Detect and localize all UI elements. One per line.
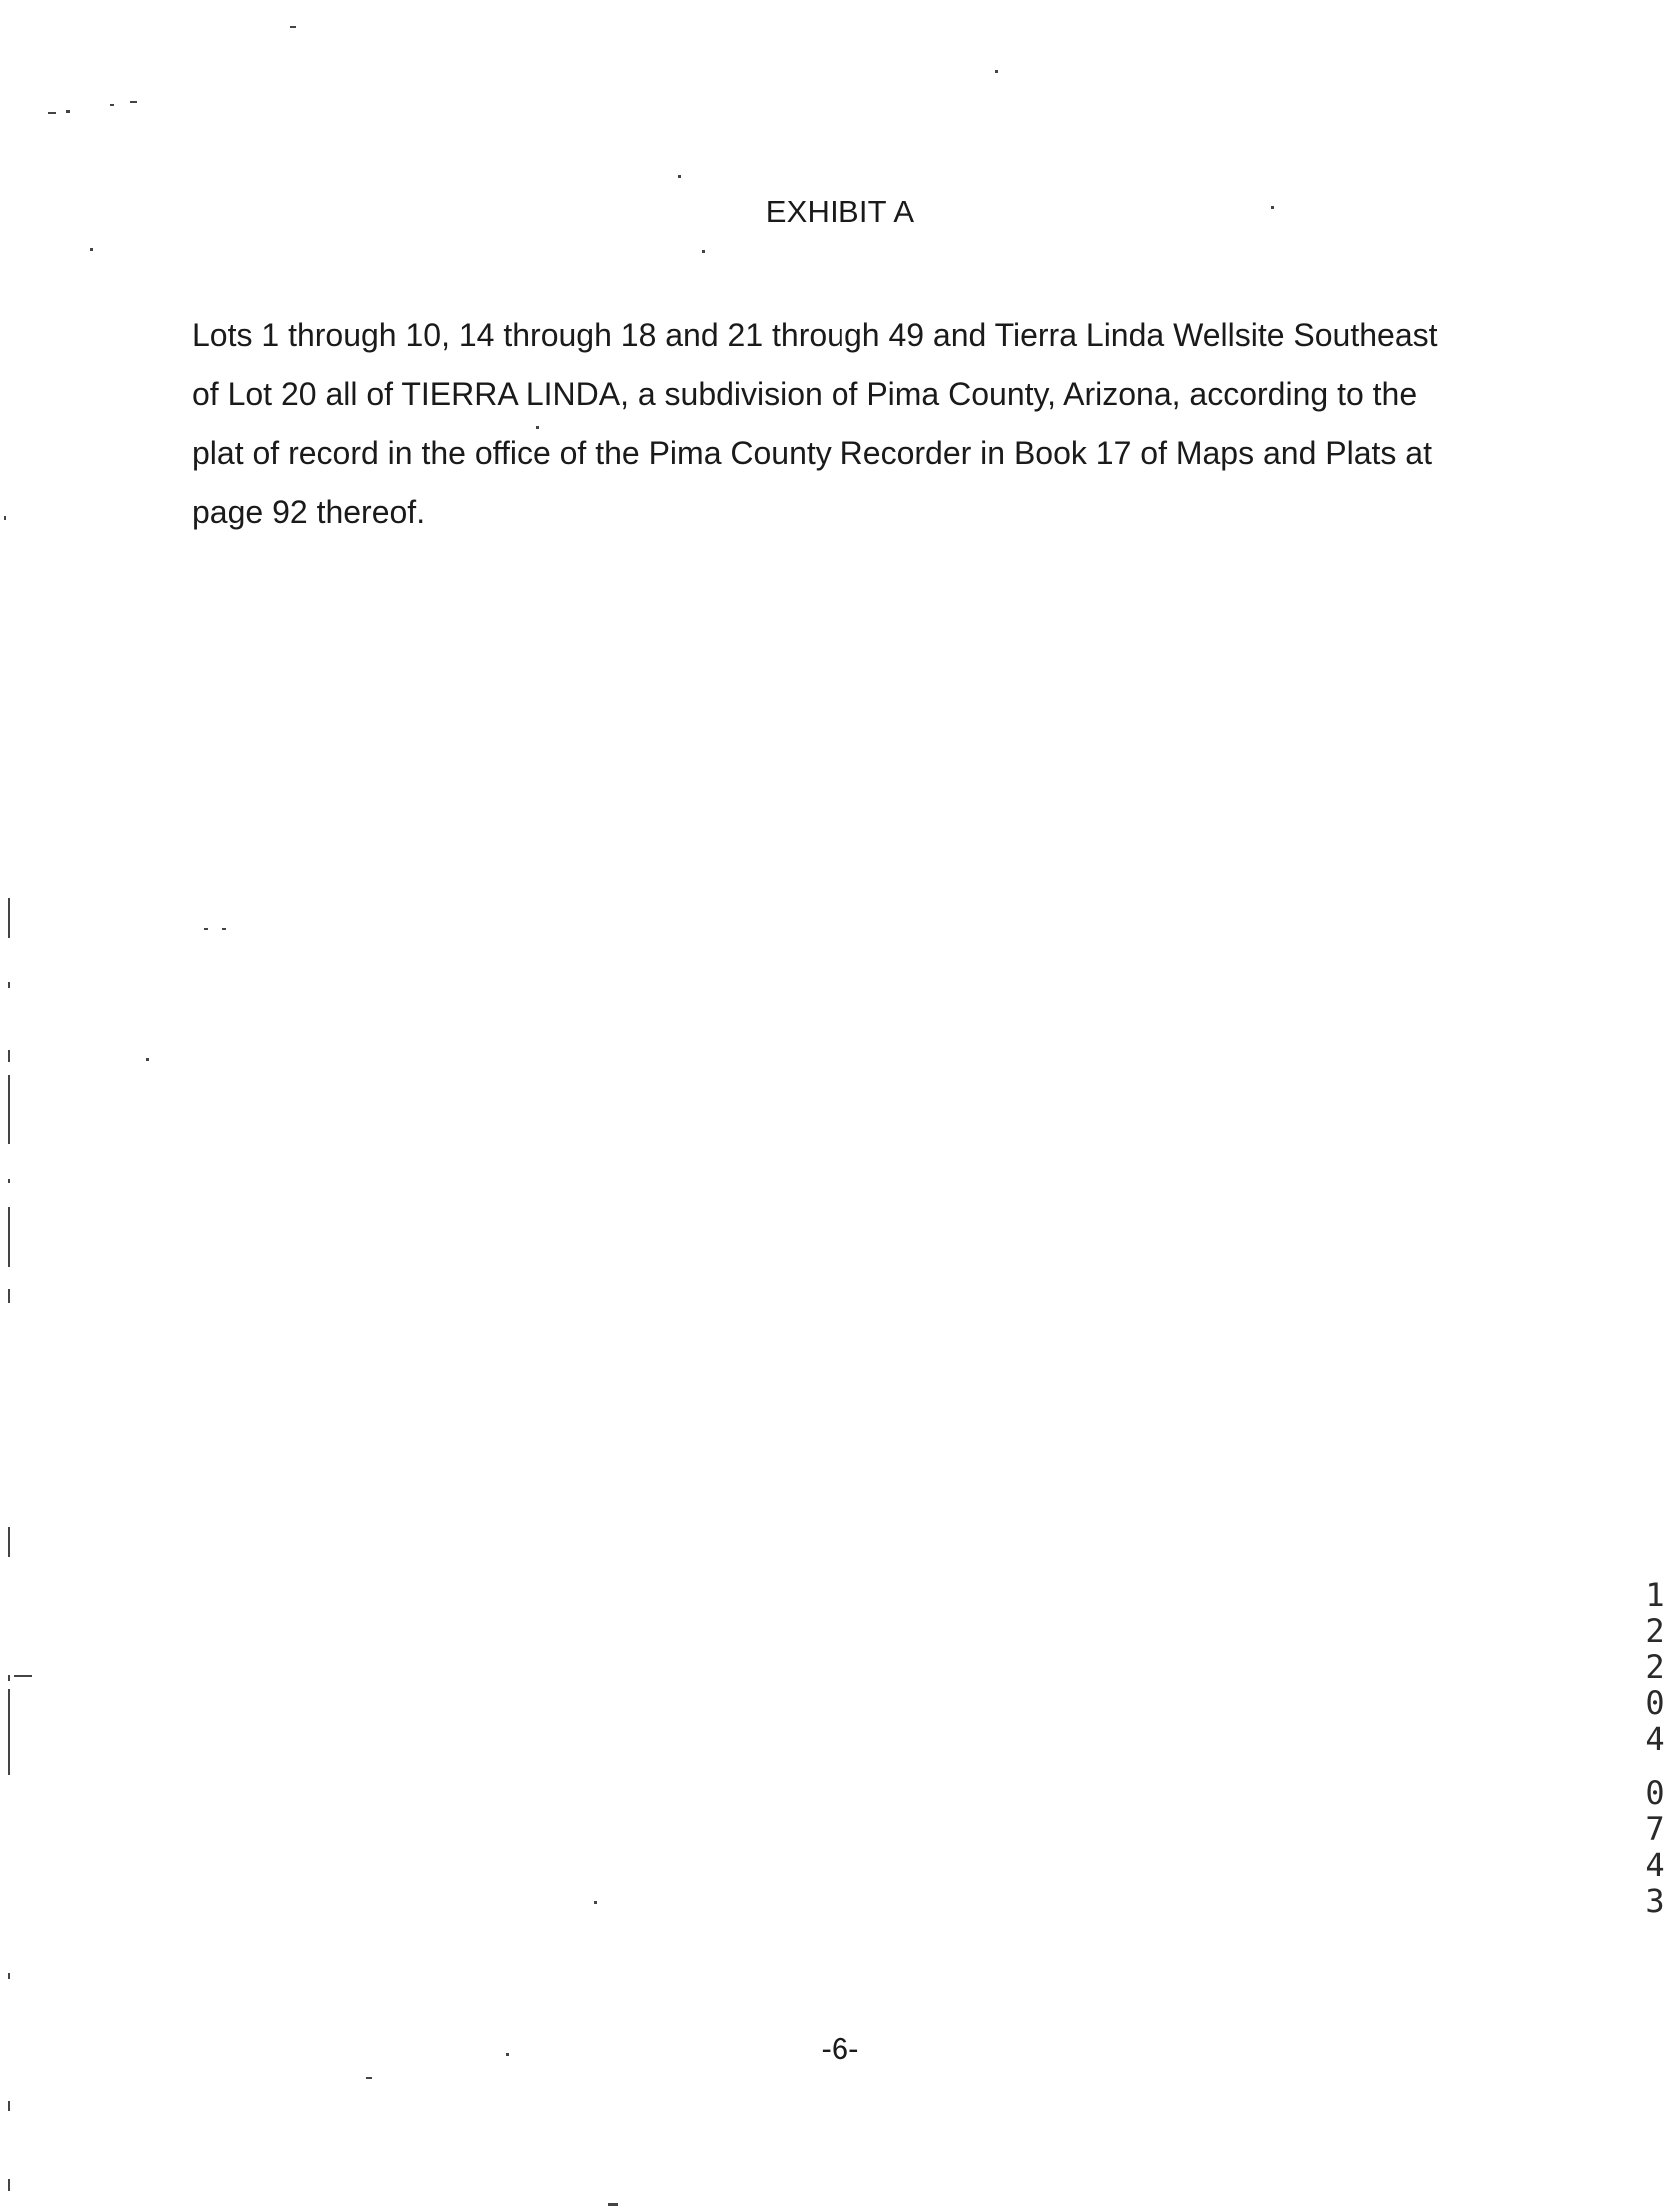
scan-speck (8, 1075, 10, 1144)
scan-speck (594, 1901, 597, 1904)
scan-speck (8, 1973, 10, 1979)
page-number: -6- (821, 2031, 859, 2066)
scan-speck (110, 104, 114, 106)
scan-speck (146, 1058, 149, 1061)
exhibit-heading (0, 194, 1680, 230)
scan-speck (995, 70, 998, 73)
scan-speck (506, 2053, 509, 2056)
scan-speck (536, 426, 539, 429)
scan-speck (702, 250, 705, 253)
legal-description-line: page 92 thereof. (192, 494, 426, 530)
scan-speck (8, 2179, 10, 2191)
scan-speck (8, 1207, 10, 1267)
recording-stamp (1635, 1577, 1675, 1919)
stamp-digit: 1 (1645, 1576, 1665, 1614)
scan-speck (8, 1689, 10, 1775)
scan-speck (8, 1675, 10, 1681)
scan-speck (204, 928, 208, 930)
scan-speck (8, 2101, 10, 2111)
scan-speck (1271, 206, 1274, 209)
stamp-digit: 4 (1645, 1846, 1665, 1884)
scan-speck (8, 1179, 10, 1183)
legal-description-line: plat of record in the office of the Pima County Recorder in Book 17 of Maps and Plats at (192, 435, 1432, 471)
stamp-digit: 4 (1645, 1720, 1665, 1758)
legal-description-line: Lots 1 through 10, 14 through 18 and 21 through 49 and Tierra Linda Wellsite Southeast (192, 317, 1438, 353)
scan-speck (8, 898, 10, 938)
stamp-gap (1635, 1757, 1675, 1775)
stamp-digit: 3 (1645, 1882, 1665, 1920)
page-footer (0, 2031, 1680, 2067)
scan-speck (608, 2203, 618, 2206)
stamp-digit: 2 (1645, 1648, 1665, 1686)
legal-description (192, 306, 1491, 542)
scan-speck (8, 982, 10, 988)
legal-description-line: of Lot 20 all of TIERRA LINDA, a subdivision of Pima County, Arizona, according to the (192, 376, 1418, 412)
exhibit-heading-text: EXHIBIT A (765, 194, 915, 229)
scan-speck (4, 516, 6, 520)
stamp-digit: 2 (1645, 1612, 1665, 1650)
scan-speck (48, 112, 56, 114)
scan-speck (130, 101, 137, 103)
scan-speck (66, 110, 70, 113)
scan-speck (14, 1675, 32, 1677)
scan-speck (8, 1527, 10, 1557)
scan-speck (8, 1289, 10, 1303)
scan-speck (8, 1050, 10, 1062)
scan-speck (366, 2077, 372, 2079)
scan-speck (678, 175, 681, 178)
scan-speck (90, 248, 93, 251)
stamp-digit: 7 (1645, 1810, 1665, 1848)
scan-speck (290, 26, 296, 28)
stamp-digit: 0 (1645, 1774, 1665, 1812)
scan-speck (222, 928, 226, 930)
stamp-digit: 0 (1645, 1684, 1665, 1722)
